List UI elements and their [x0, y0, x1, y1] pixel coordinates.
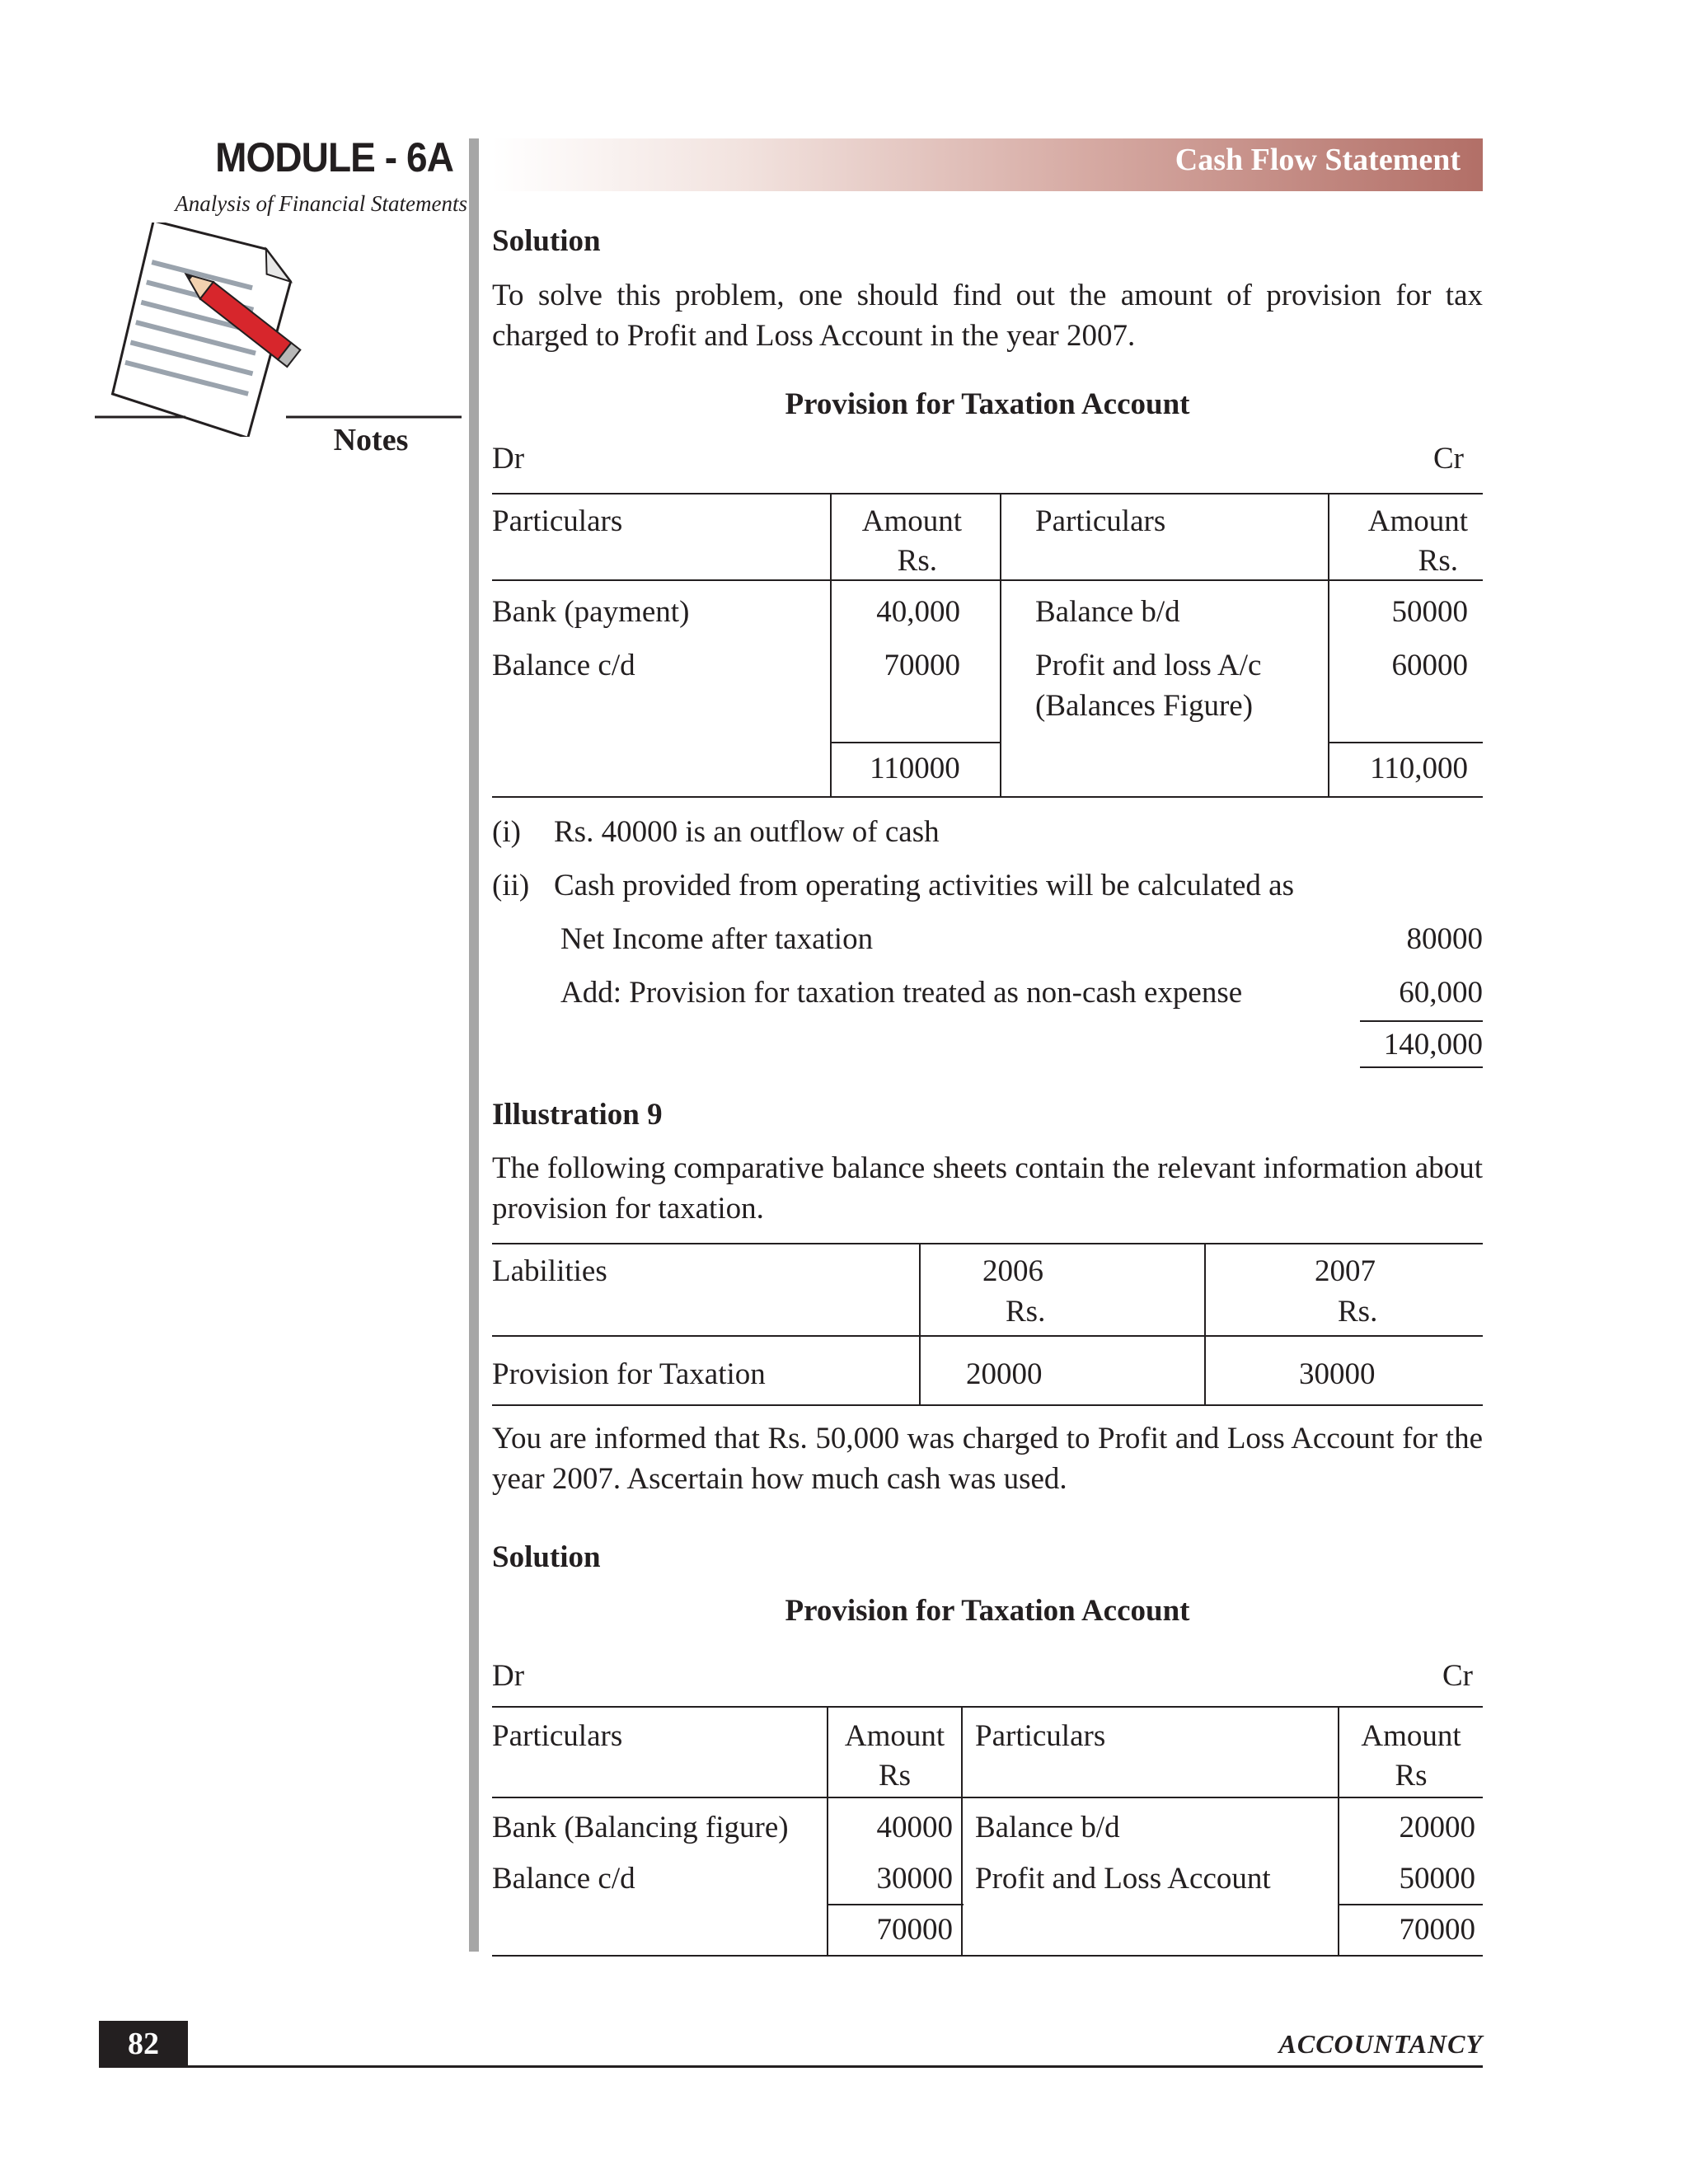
- note-ii-label: (ii): [492, 869, 530, 902]
- account-title-2: Provision for Taxation Account: [785, 1594, 1190, 1628]
- header-2007-rs: Rs.: [1338, 1295, 1378, 1329]
- right2-amount-2: 50000: [1399, 1862, 1475, 1896]
- header-rs-left: Rs.: [897, 544, 937, 578]
- header-2006: 2006: [982, 1254, 1043, 1288]
- notes-label: Notes: [333, 423, 409, 457]
- notes-pencil-icon: [95, 223, 466, 437]
- left-amount-1: 40,000: [876, 595, 960, 629]
- left2-total: 70000: [876, 1913, 953, 1947]
- header-particulars-right: Particulars: [1035, 504, 1166, 538]
- right-amount-1: 50000: [1391, 595, 1468, 629]
- header2-particulars-right: Particulars: [975, 1719, 1106, 1753]
- calc-label-2: Add: Provision for taxation treated as non-cash expense: [560, 976, 1243, 1010]
- dr-label: Dr: [492, 442, 525, 476]
- header-liabilities: Labilities: [492, 1254, 607, 1288]
- module-title: MODULE - 6A: [215, 134, 453, 180]
- right2-total: 70000: [1399, 1913, 1475, 1947]
- right-total: 110,000: [1370, 752, 1468, 785]
- illustration-question: You are informed that Rs. 50,000 was charged to Profit and Loss Account for the year 2007. Ascertain how much cash was used.: [492, 1422, 1483, 1496]
- left-amount-2: 70000: [884, 649, 960, 682]
- solution2-heading: Solution: [492, 1540, 601, 1574]
- calc-total: 140,000: [1383, 1028, 1483, 1062]
- note-i: Rs. 40000 is an outflow of cash: [554, 815, 940, 849]
- right2-particular-1: Balance b/d: [975, 1811, 1120, 1844]
- calc-rule-top: [1360, 1020, 1483, 1022]
- header-amount-right: Amount: [1367, 504, 1468, 538]
- right2-amount-1: 20000: [1399, 1811, 1475, 1844]
- left-particular-1: Bank (payment): [492, 595, 690, 629]
- solution-heading: Solution: [492, 224, 601, 258]
- illustration-heading: Illustration 9: [492, 1098, 663, 1132]
- header2-rs-right: Rs: [1395, 1759, 1428, 1793]
- right-amount-2: 60000: [1391, 649, 1468, 682]
- header-2006-rs: Rs.: [1006, 1295, 1046, 1329]
- illustration-intro: The following comparative balance sheets contain the relevant information about provision for taxation.: [492, 1151, 1483, 1226]
- header-2007: 2007: [1315, 1254, 1376, 1288]
- left-total: 110000: [870, 752, 960, 785]
- header2-amount-left: Amount: [844, 1719, 945, 1753]
- footer-rule: [99, 2065, 1483, 2068]
- right-particular-1: Balance b/d: [1035, 595, 1180, 629]
- solution-intro: To solve this problem, one should find out the amount of provision for tax charged to Profit and Loss Account in the year 2007.: [492, 279, 1483, 353]
- row-provision-2007: 30000: [1299, 1357, 1376, 1391]
- header-rs-right: Rs.: [1418, 544, 1458, 578]
- margin-divider: [469, 138, 479, 1952]
- header2-particulars-left: Particulars: [492, 1719, 623, 1753]
- row-provision-2006: 20000: [966, 1357, 1043, 1391]
- dr-label-2: Dr: [492, 1659, 525, 1693]
- note-i-label: (i): [492, 815, 521, 849]
- cr-label: Cr: [1433, 442, 1464, 476]
- calc-value-1: 80000: [1406, 922, 1483, 956]
- left-particular-2: Balance c/d: [492, 649, 635, 682]
- calc-label-1: Net Income after taxation: [560, 922, 874, 956]
- left2-amount-2: 30000: [876, 1862, 953, 1896]
- calc-rule-bottom: [1360, 1066, 1483, 1068]
- left2-particular-2: Balance c/d: [492, 1862, 635, 1896]
- row-provision-label: Provision for Taxation: [492, 1357, 766, 1391]
- footer-subject: ACCOUNTANCY: [1278, 2029, 1483, 2059]
- page-number: 82: [99, 2021, 188, 2067]
- header2-amount-right: Amount: [1361, 1719, 1461, 1753]
- right-particular-2b: (Balances Figure): [1035, 689, 1254, 723]
- header2-rs-left: Rs: [878, 1759, 912, 1793]
- calc-value-2: 60,000: [1399, 976, 1483, 1010]
- module-subtitle: Analysis of Financial Statements: [175, 191, 467, 216]
- note-ii: Cash provided from operating activities will be calculated as: [554, 869, 1294, 902]
- right2-particular-2: Profit and Loss Account: [975, 1862, 1271, 1896]
- left2-amount-1: 40000: [876, 1811, 953, 1844]
- account-title: Provision for Taxation Account: [785, 387, 1190, 421]
- cr-label-2: Cr: [1442, 1659, 1473, 1693]
- header-particulars-left: Particulars: [492, 504, 623, 538]
- header-amount-left: Amount: [861, 504, 962, 538]
- right-particular-2: Profit and loss A/c: [1035, 649, 1262, 682]
- header-title: Cash Flow Statement: [1175, 143, 1461, 177]
- left2-particular-1: Bank (Balancing figure): [492, 1811, 789, 1844]
